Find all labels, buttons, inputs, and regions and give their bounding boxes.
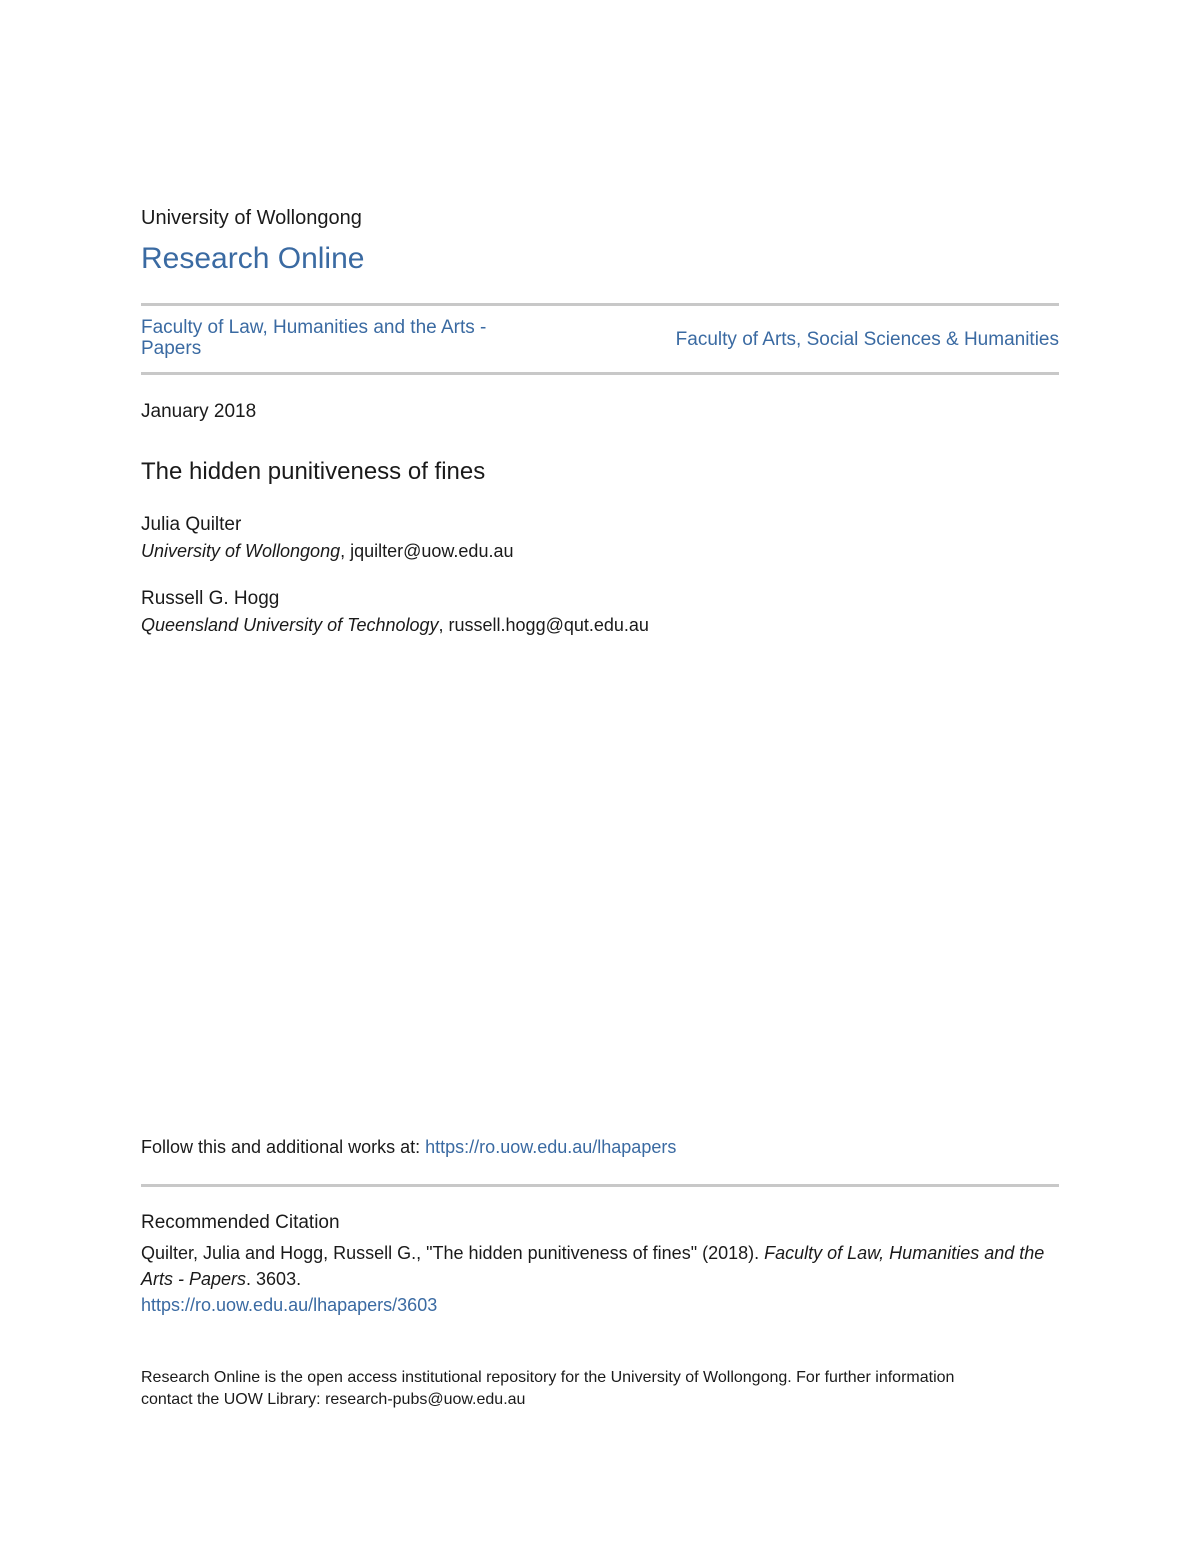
divider-bottom xyxy=(141,1184,1059,1187)
citation-heading: Recommended Citation xyxy=(141,1212,340,1233)
paper-title: The hidden punitiveness of fines xyxy=(141,458,486,485)
author-affiliation-1 xyxy=(141,539,513,563)
author-affiliation-2 xyxy=(141,613,649,637)
follow-link[interactable]: https://ro.uow.edu.au/lhapapers xyxy=(425,1137,677,1157)
repository-title[interactable]: Research Online xyxy=(141,242,365,275)
citation-link[interactable]: https://ro.uow.edu.au/lhapapers/3603 xyxy=(141,1295,438,1315)
collection-link-law-papers[interactable] xyxy=(141,317,561,359)
footer-line1: Research Online is the open access institutional repository for the University of Wollongong. For further information xyxy=(141,1369,955,1386)
author-email: , jquilter@uow.edu.au xyxy=(340,541,514,561)
citation-series: Faculty of Law, Humanities and the Arts - Papers xyxy=(141,1243,1045,1289)
affiliation-institution: Queensland University of Technology xyxy=(141,615,439,635)
citation-number: . 3603. xyxy=(246,1269,302,1289)
publication-date: January 2018 xyxy=(141,401,257,422)
author-name-2: Russell G. Hogg xyxy=(141,588,280,609)
footer-line2: contact the UOW Library: research-pubs@uow.edu.au xyxy=(141,1391,526,1408)
author-email: , russell.hogg@qut.edu.au xyxy=(438,615,649,635)
collection-link-line2: Papers xyxy=(141,338,202,359)
divider-middle xyxy=(141,372,1059,375)
collection-link-arts-social-sciences[interactable]: Faculty of Arts, Social Sciences & Humanities xyxy=(675,329,1059,350)
repository-footer xyxy=(141,1367,1059,1411)
citation-plain: Quilter, Julia and Hogg, Russell G., "The hidden punitiveness of fines" (2018). xyxy=(141,1243,765,1263)
citation-text xyxy=(141,1240,1059,1318)
collection-link-line1: Faculty of Law, Humanities and the Arts - xyxy=(141,317,487,338)
follow-text: Follow this and additional works at: xyxy=(141,1137,426,1157)
university-name: University of Wollongong xyxy=(141,207,362,229)
affiliation-institution: University of Wollongong xyxy=(141,541,341,561)
author-name-1: Julia Quilter xyxy=(141,514,242,535)
divider-top xyxy=(141,303,1059,306)
follow-works-line xyxy=(141,1135,676,1159)
